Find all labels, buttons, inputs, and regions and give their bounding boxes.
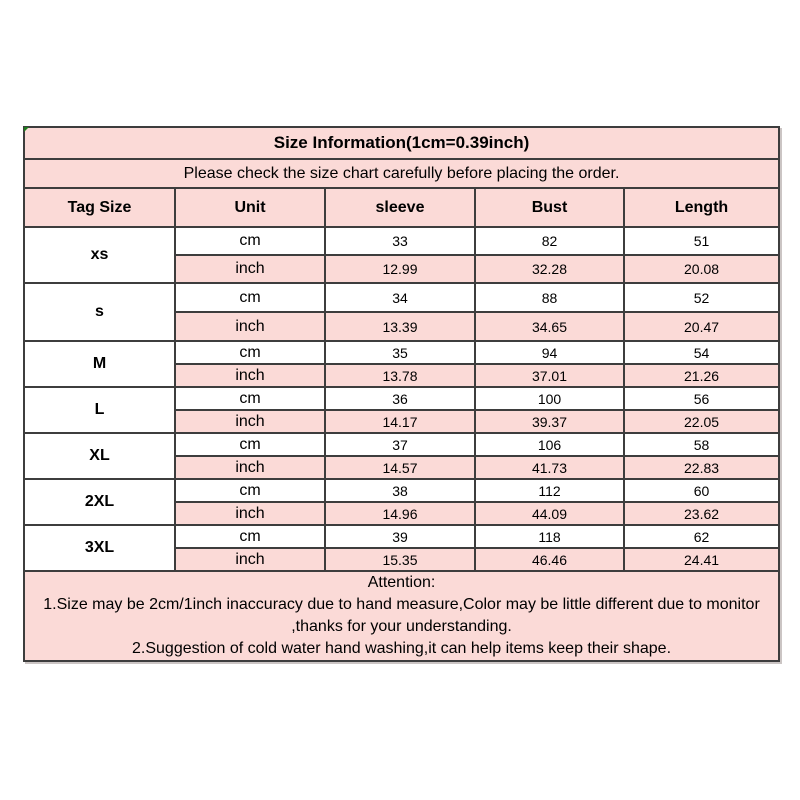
attention-line-1: 1.Size may be 2cm/1inch inaccuracy due to hand measure,Color may be little different due to monitor — [43, 596, 760, 613]
value-cell-bust: 118 — [475, 525, 624, 548]
value-cell-length: 51 — [624, 227, 779, 255]
size-row-3xl-cm — [24, 525, 779, 548]
size-label-l: L — [24, 387, 175, 433]
value-cell-sleeve: 38 — [325, 479, 475, 502]
unit-cell-inch: inch — [175, 364, 325, 387]
value-cell-length: 20.47 — [624, 312, 779, 341]
header-row — [24, 188, 779, 227]
attention-line-1-cont: ,thanks for your understanding. — [291, 618, 512, 635]
value-cell-bust: 100 — [475, 387, 624, 410]
unit-cell-cm: cm — [175, 433, 325, 456]
value-cell-sleeve: 14.17 — [325, 410, 475, 433]
value-cell-bust: 44.09 — [475, 502, 624, 525]
column-header-bust: Bust — [475, 188, 624, 227]
size-row-m-cm — [24, 341, 779, 364]
value-cell-bust: 46.46 — [475, 548, 624, 571]
size-label-m: M — [24, 341, 175, 387]
column-header-unit: Unit — [175, 188, 325, 227]
value-cell-sleeve: 13.78 — [325, 364, 475, 387]
value-cell-sleeve: 12.99 — [325, 255, 475, 283]
value-cell-sleeve: 35 — [325, 341, 475, 364]
value-cell-length: 23.62 — [624, 502, 779, 525]
value-cell-bust: 41.73 — [475, 456, 624, 479]
value-cell-length: 52 — [624, 283, 779, 312]
value-cell-sleeve: 15.35 — [325, 548, 475, 571]
value-cell-length: 24.41 — [624, 548, 779, 571]
attention-block — [24, 571, 779, 661]
subtitle-row — [24, 159, 779, 188]
column-header-length: Length — [624, 188, 779, 227]
value-cell-length: 22.05 — [624, 410, 779, 433]
value-cell-bust: 112 — [475, 479, 624, 502]
size-label-xl: XL — [24, 433, 175, 479]
corner-marker-green — [24, 127, 29, 132]
value-cell-bust: 34.65 — [475, 312, 624, 341]
title-row — [24, 127, 779, 159]
attention-row — [24, 571, 779, 661]
value-cell-sleeve: 14.57 — [325, 456, 475, 479]
value-cell-sleeve: 36 — [325, 387, 475, 410]
unit-cell-inch: inch — [175, 312, 325, 341]
size-row-2xl-cm — [24, 479, 779, 502]
unit-cell-inch: inch — [175, 410, 325, 433]
size-label-3xl: 3XL — [24, 525, 175, 571]
value-cell-length: 22.83 — [624, 456, 779, 479]
unit-cell-inch: inch — [175, 456, 325, 479]
value-cell-sleeve: 37 — [325, 433, 475, 456]
value-cell-bust: 39.37 — [475, 410, 624, 433]
value-cell-sleeve: 39 — [325, 525, 475, 548]
value-cell-length: 62 — [624, 525, 779, 548]
size-row-s-cm — [24, 283, 779, 312]
value-cell-sleeve: 14.96 — [325, 502, 475, 525]
value-cell-length: 60 — [624, 479, 779, 502]
attention-line-2: 2.Suggestion of cold water hand washing,it can help items keep their shape. — [132, 640, 672, 657]
size-row-xs-cm — [24, 227, 779, 255]
value-cell-length: 20.08 — [624, 255, 779, 283]
value-cell-length: 21.26 — [624, 364, 779, 387]
value-cell-sleeve: 34 — [325, 283, 475, 312]
column-header-tag-size: Tag Size — [24, 188, 175, 227]
unit-cell-cm: cm — [175, 479, 325, 502]
table-title: Size Information(1cm=0.39inch) — [24, 127, 779, 159]
size-label-s: s — [24, 283, 175, 341]
attention-heading: Attention: — [367, 574, 436, 591]
unit-cell-inch: inch — [175, 548, 325, 571]
column-header-sleeve: sleeve — [325, 188, 475, 227]
value-cell-bust: 106 — [475, 433, 624, 456]
value-cell-bust: 37.01 — [475, 364, 624, 387]
unit-cell-cm: cm — [175, 227, 325, 255]
value-cell-length: 56 — [624, 387, 779, 410]
unit-cell-cm: cm — [175, 387, 325, 410]
unit-cell-cm: cm — [175, 525, 325, 548]
value-cell-sleeve: 13.39 — [325, 312, 475, 341]
size-row-xl-cm — [24, 433, 779, 456]
size-row-l-cm — [24, 387, 779, 410]
unit-cell-cm: cm — [175, 341, 325, 364]
size-label-2xl: 2XL — [24, 479, 175, 525]
value-cell-length: 58 — [624, 433, 779, 456]
unit-cell-cm: cm — [175, 283, 325, 312]
unit-cell-inch: inch — [175, 255, 325, 283]
value-cell-bust: 32.28 — [475, 255, 624, 283]
table-subtitle: Please check the size chart carefully before placing the order. — [24, 159, 779, 188]
size-table — [23, 126, 780, 662]
value-cell-bust: 82 — [475, 227, 624, 255]
value-cell-bust: 94 — [475, 341, 624, 364]
size-label-xs: xs — [24, 227, 175, 283]
unit-cell-inch: inch — [175, 502, 325, 525]
value-cell-length: 54 — [624, 341, 779, 364]
value-cell-bust: 88 — [475, 283, 624, 312]
value-cell-sleeve: 33 — [325, 227, 475, 255]
